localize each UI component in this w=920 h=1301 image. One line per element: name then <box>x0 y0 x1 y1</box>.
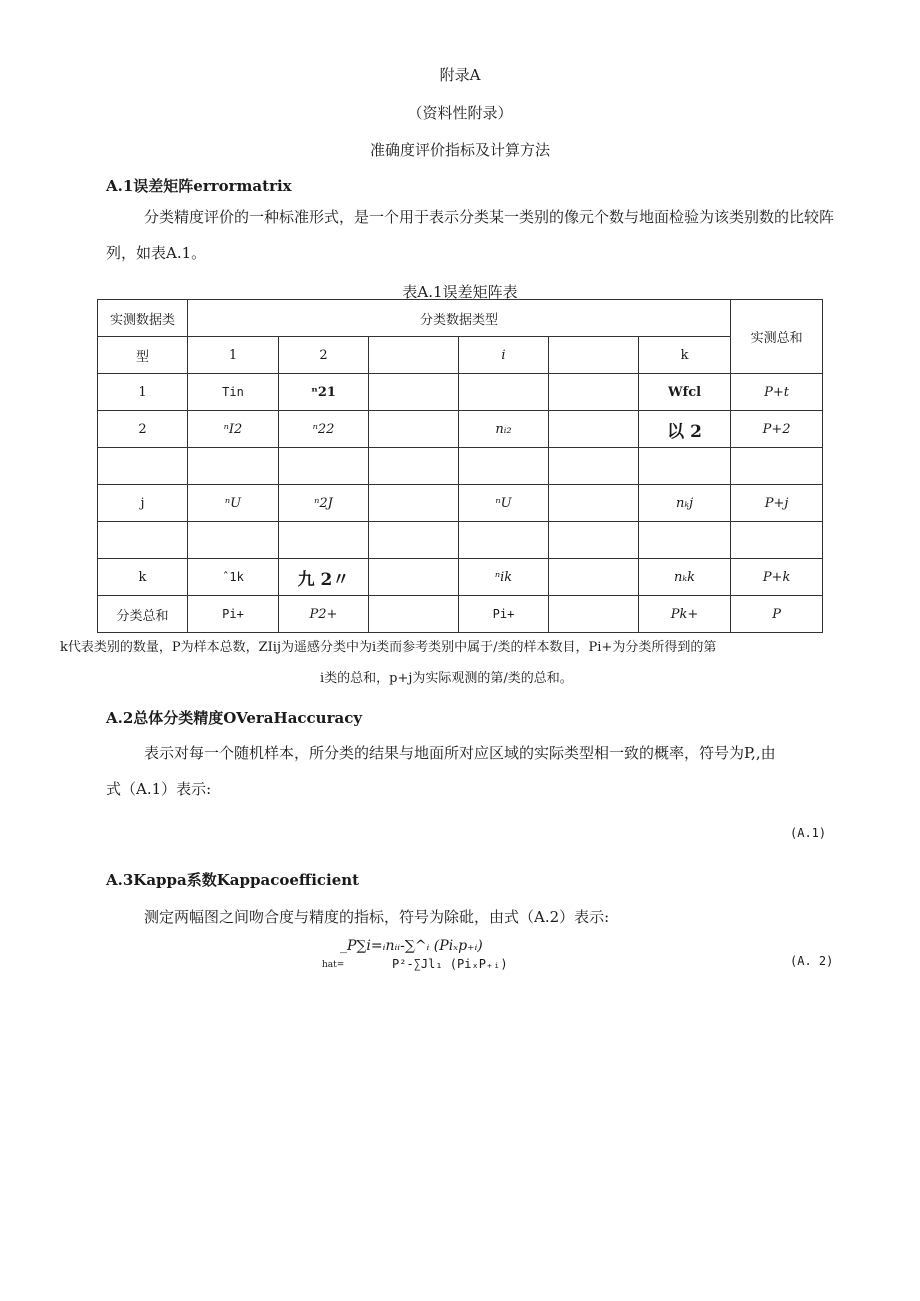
col-header: i <box>459 337 549 374</box>
col-header: 2 <box>279 337 369 374</box>
col-header <box>549 337 639 374</box>
table-cell <box>279 448 369 485</box>
table-cell <box>549 485 639 522</box>
table-note-line1: k代表类别的数量，P为样本总数，ZIij为遥感分类中为i类而参考类别中属于/类的样本数目，Pi+为分类所得到的第 <box>60 640 717 655</box>
table-cell <box>369 596 459 633</box>
section-a1-heading: A.1误差矩阵errormatrix <box>106 177 292 195</box>
table-cell: 九 2〃 <box>279 559 369 596</box>
table-cell <box>188 448 279 485</box>
table-row <box>98 485 823 522</box>
row-header-top: 实测数据类 <box>98 300 188 337</box>
table-cell <box>279 522 369 559</box>
table-cell: ⁿ2J <box>279 485 369 522</box>
table-cell: ⁿ21 <box>279 374 369 411</box>
table-cell: ⁿI2 <box>188 411 279 448</box>
table-cell: Pi+ <box>459 596 549 633</box>
error-matrix-table <box>97 299 823 633</box>
section-a1-para-line2: 列，如表A.1。 <box>106 244 207 262</box>
table-cell: Wfcl <box>639 374 731 411</box>
table-cell <box>459 374 549 411</box>
table-cell: P2+ <box>279 596 369 633</box>
col-header: 1 <box>188 337 279 374</box>
table-cell: ⁿU <box>188 485 279 522</box>
table-cell: ⁿU <box>459 485 549 522</box>
table-cell <box>549 596 639 633</box>
table-cell: ⁿ22 <box>279 411 369 448</box>
table-cell: P+2 <box>731 411 823 448</box>
table-cell <box>639 522 731 559</box>
table-cell: P <box>731 596 823 633</box>
section-a1-para-line1: 分类精度评价的一种标准形式，是一个用于表示分类某一类别的像元个数与地面检验为该类别数的比较阵 <box>144 208 835 226</box>
table-cell <box>369 374 459 411</box>
table-cell: j <box>98 485 188 522</box>
table-cell <box>369 448 459 485</box>
table-cell <box>549 522 639 559</box>
table-row <box>98 559 823 596</box>
table-cell: nₖk <box>639 559 731 596</box>
table-cell: P+j <box>731 485 823 522</box>
table-cell: ˆ1k <box>188 559 279 596</box>
kappa-numerator: _P∑i=ᵢnᵢᵢ-∑^ᵢ (Piₓp₊ᵢ) <box>340 938 483 954</box>
table-cell: 分类总和 <box>98 596 188 633</box>
table-cell: nₖj <box>639 485 731 522</box>
table-row <box>98 411 823 448</box>
table-cell <box>98 448 188 485</box>
appendix-title: 准确度评价指标及计算方法 <box>369 141 550 159</box>
table-cell <box>731 522 823 559</box>
kappa-lhs: hat= <box>322 960 345 970</box>
section-a3-heading: A.3Kappa系数Kappacoefficient <box>106 871 360 889</box>
row-header-bottom: 型 <box>98 337 188 374</box>
table-cell <box>549 559 639 596</box>
table-cell: P+t <box>731 374 823 411</box>
table-cell <box>731 448 823 485</box>
col-header: k <box>639 337 731 374</box>
table-cell: P+k <box>731 559 823 596</box>
table-row <box>98 596 823 633</box>
table-cell <box>369 559 459 596</box>
table-cell: 2 <box>98 411 188 448</box>
table-row <box>98 522 823 559</box>
table-row <box>98 448 823 485</box>
table-cell <box>369 522 459 559</box>
table-cell <box>639 448 731 485</box>
equation-a2-label: (A. 2) <box>790 954 834 968</box>
section-a2-para-line1: 表示对每一个随机样本，所分类的结果与地面所对应区域的实际类型相一致的概率，符号为P,,由 <box>144 744 776 762</box>
table-cell: ⁿik <box>459 559 549 596</box>
equation-a1-label: (A.1) <box>790 826 827 840</box>
table-cell: 1 <box>98 374 188 411</box>
table-cell: Pk+ <box>639 596 731 633</box>
table-cell <box>549 374 639 411</box>
table-cell: Tin <box>188 374 279 411</box>
section-a3-para: 测定两幅图之间吻合度与精度的指标，符号为除砒，由式（A.2）表示: <box>144 908 610 926</box>
kappa-denominator: P²-∑Jl₁ (PiₓP₊ᵢ) <box>392 957 508 971</box>
table-cell <box>459 448 549 485</box>
col-header <box>369 337 459 374</box>
appendix-label: 附录A <box>439 66 481 84</box>
table-cell <box>549 448 639 485</box>
table-cell: k <box>98 559 188 596</box>
table-cell <box>459 522 549 559</box>
table-cell <box>98 522 188 559</box>
table-row <box>98 374 823 411</box>
section-a2-para-line2: 式（A.1）表示: <box>106 780 212 798</box>
table-note-line2: i类的总和，p+j为实际观测的第/类的总和。 <box>320 671 573 686</box>
appendix-note: （资料性附录） <box>407 104 513 122</box>
table-cell <box>549 411 639 448</box>
table-cell: nᵢ₂ <box>459 411 549 448</box>
table-cell <box>369 411 459 448</box>
section-a2-heading: A.2总体分类精度OVeraHaccuracy <box>106 709 363 727</box>
table-cell <box>188 522 279 559</box>
table-cell <box>369 485 459 522</box>
class-header: 分类数据类型 <box>188 300 731 337</box>
total-header: 实测总和 <box>731 300 823 374</box>
table-caption: 表A.1误差矩阵表 <box>402 283 518 301</box>
table-cell: 以 2 <box>639 411 731 448</box>
table-cell: Pi+ <box>188 596 279 633</box>
